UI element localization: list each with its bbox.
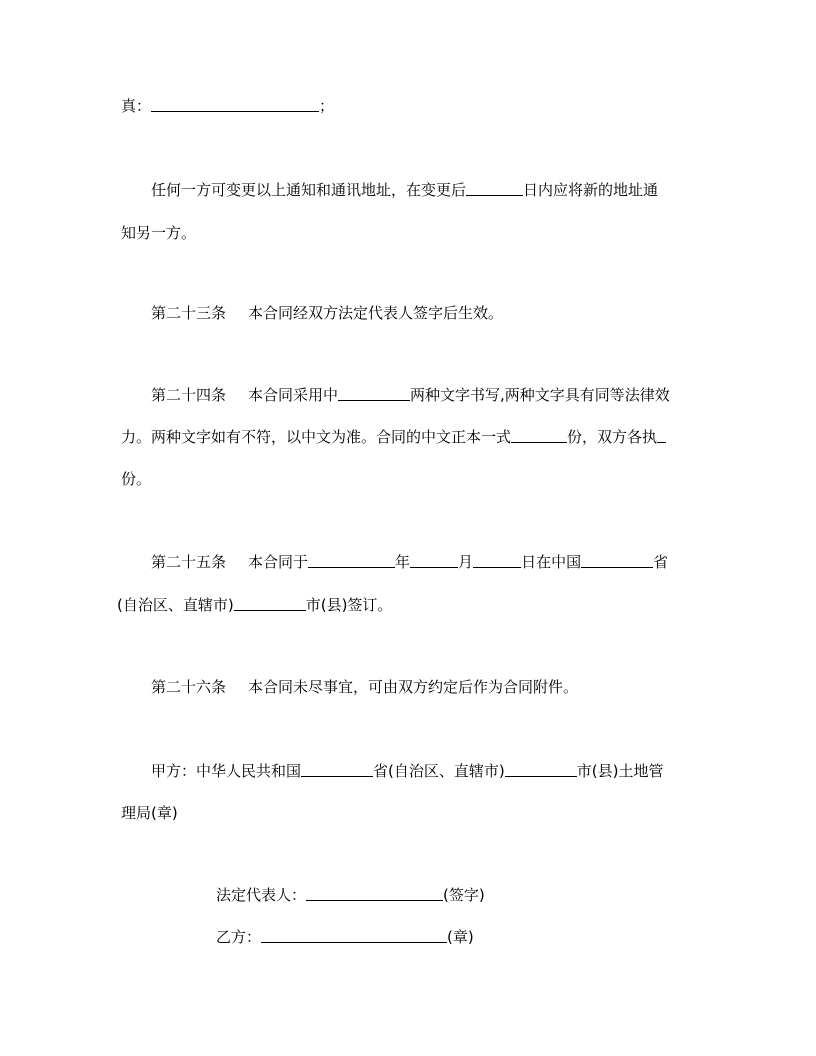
article-24-copies-blank <box>511 428 567 443</box>
article-25-year-blank <box>308 553 395 568</box>
article-24-text-1: 本合同采用中 <box>248 386 339 404</box>
notice-change-text-2: 日内应将新的地址通 <box>523 181 659 199</box>
legal-representative-suffix: (签字) <box>443 886 485 904</box>
article-24-line-3 <box>121 469 151 489</box>
article-24-language-blank <box>338 386 410 401</box>
fax-suffix: ； <box>319 97 335 115</box>
party-a-text-3: 市(县)土地管 <box>576 762 664 780</box>
party-a-text-1: 甲方：中华人民共和国 <box>151 762 302 780</box>
notice-change-line-1 <box>151 180 658 200</box>
article-25-day-blank <box>473 553 521 568</box>
article-25-text-3: 月 <box>458 553 474 571</box>
party-a-text-2: 省(自治区、直辖市) <box>373 762 505 780</box>
party-b-label: 乙方： <box>216 928 262 946</box>
party-a-line-2 <box>121 803 178 823</box>
fax-label: 真： <box>121 97 152 115</box>
fax-line <box>121 96 334 116</box>
article-24-text-4: 份，双方各执 <box>567 428 658 446</box>
article-26 <box>151 677 578 697</box>
article-23-body: 本合同经双方法定代表人签字后生效。 <box>248 304 504 322</box>
article-25-text-5: 省 <box>653 553 669 571</box>
article-23-heading: 第二十三条 <box>151 304 227 322</box>
legal-representative-signature-blank <box>306 886 443 901</box>
notice-change-text-1: 任何一方可变更以上通知和通讯地址，在变更后 <box>151 181 467 199</box>
article-25-city-blank <box>234 596 306 611</box>
article-25-line-2 <box>117 595 392 615</box>
article-24-each-blank <box>657 428 666 443</box>
party-b-seal-blank <box>261 928 447 943</box>
notice-change-text-3: 知另一方。 <box>121 224 197 242</box>
article-23 <box>151 303 503 323</box>
article-25-heading: 第二十五条 <box>151 553 227 571</box>
article-24-heading: 第二十四条 <box>151 386 227 404</box>
fax-blank <box>151 97 319 112</box>
party-b-line <box>216 927 474 947</box>
article-24-line-2 <box>121 427 666 447</box>
article-24-text-2: 两种文字书写,两种文字具有同等法律效 <box>410 386 670 404</box>
article-25-text-7: 市(县)签订。 <box>305 596 393 614</box>
legal-representative-label: 法定代表人： <box>216 886 307 904</box>
article-25-month-blank <box>410 553 458 568</box>
article-25-line-1 <box>151 552 668 572</box>
article-25-text-4: 日在中国 <box>521 553 582 571</box>
party-a-line-1 <box>151 761 663 781</box>
party-b-suffix: (章) <box>447 928 474 946</box>
article-26-heading: 第二十六条 <box>151 678 227 696</box>
article-25-text-1: 本合同于 <box>248 553 309 571</box>
notice-change-line-2 <box>121 223 196 243</box>
article-25-text-2: 年 <box>395 553 411 571</box>
party-a-text-4: 理局(章) <box>121 804 178 822</box>
party-a-city-blank <box>505 762 577 777</box>
article-24-text-3: 力。两种文字如有不符，以中文为准。合同的中文正本一式 <box>121 428 512 446</box>
article-26-body: 本合同未尽事宜，可由双方约定后作为合同附件。 <box>248 678 579 696</box>
article-25-text-6: (自治区、直辖市) <box>117 596 234 614</box>
legal-representative-line <box>216 885 485 905</box>
article-24-line-1 <box>151 385 670 405</box>
notice-days-blank <box>466 181 523 196</box>
article-25-province-blank <box>581 553 653 568</box>
party-a-province-blank <box>301 762 373 777</box>
article-24-text-5: 份。 <box>121 470 152 488</box>
